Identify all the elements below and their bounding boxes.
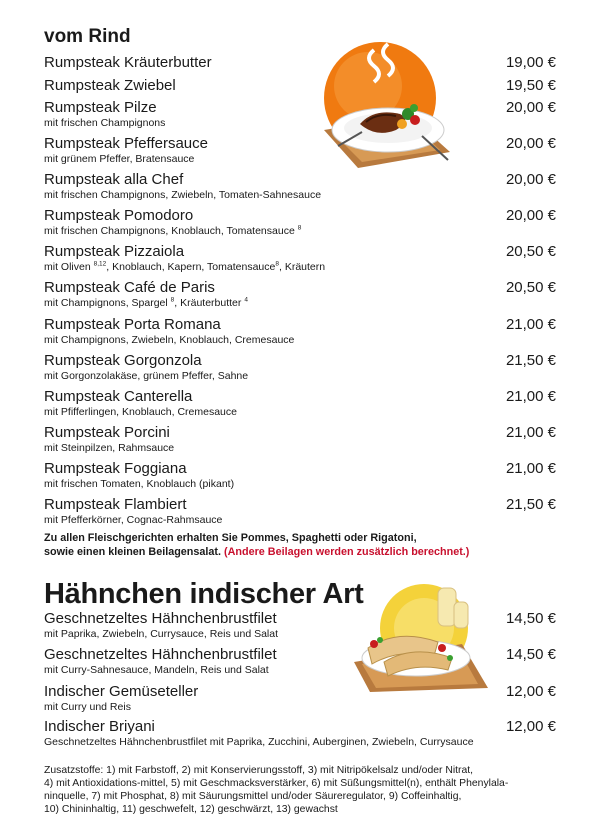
item-description: mit Pfefferkörner, Cognac-Rahmsauce: [44, 514, 223, 526]
item-price: 20,00 €: [505, 171, 556, 188]
item-description: mit Oliven $^{8,12}$, Knoblauch, Kapern, Tomatensauce$^8$, Kräutern: [44, 260, 326, 273]
item-description: mit Steinpilzen, Rahmsauce: [44, 442, 175, 454]
menu-item: [44, 460, 556, 491]
item-price: 21,50 €: [505, 352, 556, 369]
item-price: 20,50 €: [505, 243, 556, 260]
menu-item: [44, 610, 556, 641]
menu-item: [44, 54, 556, 72]
item-name: Rumpsteak Porcini: [44, 424, 170, 441]
menu-item: [44, 683, 556, 714]
item-name: Rumpsteak Café de Paris: [44, 279, 215, 296]
item-description: mit Curry und Reis: [44, 701, 131, 713]
item-name: Rumpsteak alla Chef: [44, 171, 184, 188]
section-title-haehnchen: Hähnchen indischer Art: [44, 578, 364, 610]
item-description: mit Pfifferlingen, Knoblauch, Cremesauce: [44, 406, 237, 418]
menu-item: [44, 316, 556, 347]
item-description: mit Gorgonzolakäse, grünem Pfeffer, Sahne: [44, 370, 249, 382]
menu-item: [44, 424, 556, 455]
item-name: Geschnetzeltes Hähnchenbrustfilet: [44, 610, 277, 627]
item-description: mit Champignons, Zwiebeln, Knoblauch, Cremesauce: [44, 334, 295, 346]
item-price: 21,00 €: [505, 424, 556, 441]
menu-item: [44, 718, 556, 749]
item-name: Rumpsteak Pizzaiola: [44, 243, 185, 260]
item-name: Rumpsteak Zwiebel: [44, 77, 176, 94]
item-price: 14,50 €: [505, 646, 556, 663]
item-price: 20,00 €: [505, 135, 556, 152]
menu-item: [44, 135, 556, 166]
menu-item: [44, 207, 556, 238]
item-description: mit frischen Champignons, Knoblauch, Tomatensauce $^8$: [44, 224, 302, 237]
item-description: mit frischen Tomaten, Knoblauch (pikant): [44, 478, 235, 490]
extra-charge-note: (Andere Beilagen werden zusätzlich berechnet.): [224, 546, 470, 558]
menu-item: [44, 646, 556, 677]
item-price: 20,00 €: [505, 99, 556, 116]
item-price: 20,50 €: [505, 279, 556, 296]
item-name: Rumpsteak Flambiert: [44, 496, 187, 513]
menu-item: [44, 352, 556, 383]
item-name: Rumpsteak Pomodoro: [44, 207, 194, 224]
item-name: Rumpsteak Pilze: [44, 99, 157, 116]
item-name: Rumpsteak Foggiana: [44, 460, 187, 477]
item-name: Rumpsteak Gorgonzola: [44, 352, 202, 369]
item-name: Rumpsteak Pfeffersauce: [44, 135, 208, 152]
item-price: 12,00 €: [505, 718, 556, 735]
item-price: 21,00 €: [505, 316, 556, 333]
item-description: mit Paprika, Zwiebeln, Currysauce, Reis und Salat: [44, 628, 279, 640]
menu-item: [44, 171, 556, 202]
item-name: Geschnetzeltes Hähnchenbrustfilet: [44, 646, 277, 663]
additives-footnote: Zusatzstoffe: 1) mit Farbstoff, 2) mit Konservierungsstoff, 3) mit Nitripökelsalz und/oder Nitrat, 4) mit Antioxidations-mittel, 5) mit Geschmacksverstärker, 6) mit Süßungsmittel(n), enthält Phenylala- ninquelle, 7) mit Phosphat, 8) mit Säurungsmittel und/oder Säureregulator, 9) Coffeinhaltig, 10) Chininhaltig, 11) geschwefelt, 12) geschwärzt, 13) gewachst: [44, 765, 509, 815]
menu-item: [44, 279, 556, 310]
item-name: Rumpsteak Porta Romana: [44, 316, 221, 333]
menu-item: [44, 77, 556, 95]
section-title-rind: vom Rind: [44, 26, 131, 47]
item-description: Geschnetzeltes Hähnchenbrustfilet mit Paprika, Zucchini, Auberginen, Zwiebeln, Currysauce: [44, 736, 474, 748]
item-description: mit Curry-Sahnesauce, Mandeln, Reis und Salat: [44, 664, 269, 676]
item-price: 21,00 €: [505, 460, 556, 477]
item-price: 14,50 €: [505, 610, 556, 627]
item-price: 19,50 €: [505, 77, 556, 94]
item-price: 12,00 €: [505, 683, 556, 700]
item-description: mit grünem Pfeffer, Bratensauce: [44, 153, 195, 165]
menu-item: [44, 496, 556, 527]
item-name: Rumpsteak Kräuterbutter: [44, 54, 212, 71]
item-name: Indischer Briyani: [44, 718, 155, 735]
menu-item: [44, 99, 556, 130]
menu-item: [44, 388, 556, 419]
item-name: Rumpsteak Canterella: [44, 388, 193, 405]
item-description: mit Champignons, Spargel $^8$, Kräuterbutter $^4$: [44, 296, 248, 309]
item-price: 20,00 €: [505, 207, 556, 224]
item-price: 19,00 €: [505, 54, 556, 71]
item-price: 21,00 €: [505, 388, 556, 405]
side-dish-note: Zu allen Fleischgerichten erhalten Sie Pommes, Spaghetti oder Rigatoni, sowie einen kleinen Beilagensalat. (Andere Beilagen werden zusätzlich berechnet.): [44, 532, 470, 558]
item-name: Indischer Gemüseteller: [44, 683, 199, 700]
item-price: 21,50 €: [505, 496, 556, 513]
item-description: mit frischen Champignons, Zwiebeln, Tomaten-Sahnesauce: [44, 189, 322, 201]
menu-item: [44, 243, 556, 274]
item-description: mit frischen Champignons: [44, 117, 166, 129]
